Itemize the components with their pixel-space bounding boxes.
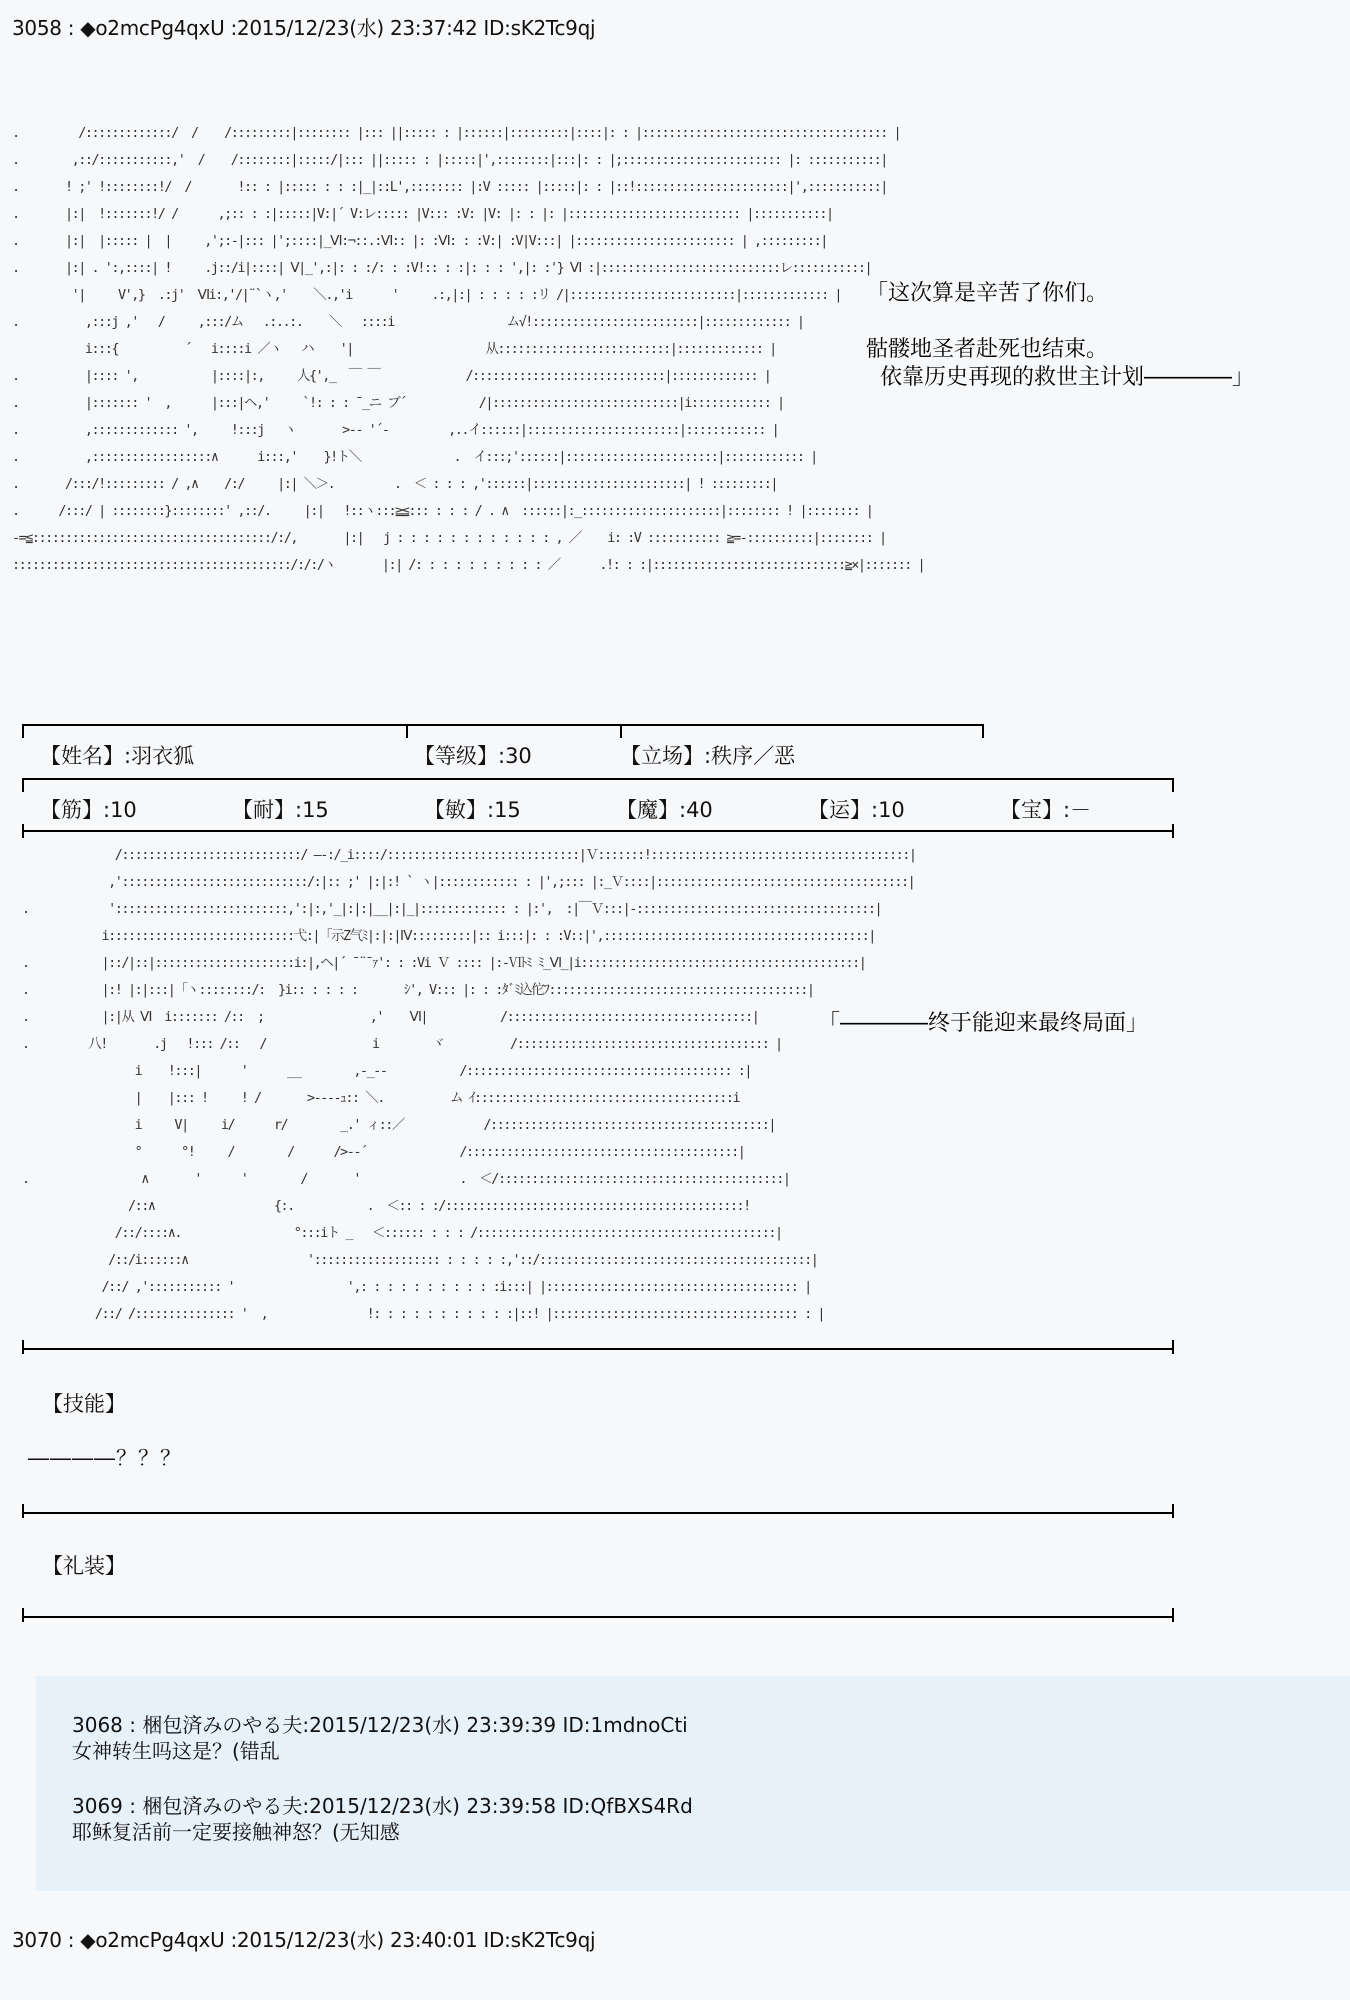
tick [22,1608,24,1622]
stat-noble-phantasm: 【宝】:－ [1000,798,1092,822]
skills-text: ――――？？？ [28,1446,182,1470]
reply-text-3069: 耶稣复活前一定要接触神怒？(无知感 [72,1820,400,1844]
mystic-code-title: 【礼装】 [42,1554,126,1578]
tick [1172,824,1174,838]
post-header-3070: 3070 : ◆o2mcPg4qxU :2015/12/23(水) 23:40:01 ID:sK2Tc9qj [12,1928,596,1952]
reply-text-3068: 女神转生吗这是？(错乱 [72,1739,280,1763]
tick [22,778,24,792]
dialog-text-2: 「――――终于能迎来最终局面」 [818,1011,1149,1036]
alignment-field: 【立场】:秩序／恶 [620,744,796,768]
skills-bottom-line [22,1512,1174,1514]
tick [620,724,622,738]
tick [22,724,24,738]
mystic-code-bottom-line [22,1616,1174,1618]
profile-row [40,740,795,770]
tick [22,824,24,838]
reply-box [36,1676,1350,1891]
sheet-stats-bottom-line [22,830,1174,832]
tick [982,724,984,738]
dialog-text-1: 「这次算是辛苦了你们。 骷髅地圣者赴死也结束。 依靠历史再现的救世主计划――――」 [866,281,1254,390]
reply-header-3069: 3069 : 梱包済みのやる夫:2015/12/23(水) 23:39:58 ID:QfBXS4Rd [72,1794,693,1818]
name-field: 【姓名】:羽衣狐 [40,744,195,768]
stat-endurance: 【耐】:15 [232,798,329,822]
stat-magic: 【魔】:40 [616,798,713,822]
ascii-art-figure-2: /:::::::::::::::::::::::::::/ ―-:/_i::::/:::::::::::::::::::::::::::::|Ｖ:::::::!:::::::::::::::::::::::::::::::::::::::| ,'::::::::::::::::::::::::::::/:|:: ;' |:|:! ` ヽ|:::::::::::: : |',;::: |:_Ｖ::::|::::::::::::::::::::::::::::::::::::::| . '::::::::::::::::::::::::::,':|:,'_|:|:|__|:|_|::::::::::::: : |:', :|￣Ｖ:::|-::::::::::::::::::::::::::::::::::::| i::::::::::::::::::::::::::::弋:|「示Z气ﾐ|:|:|Ⅳ:::::::::|:: i:::|: : :V::|',::::::::::::::::::::::::::::::::::::::::| . |::/|::|:::::::::::::::::::::i:|,ヘ|´ ¯¨¯ｧ': : :Vi Ｖ :::: |:-Ⅵﾄﾐ ﾐ_Ⅵ_|i::::::::::::::::::::::::::::::::::::::::::| . |:! |:|:::|「ヽ::::::::/: }i:: : : : : ｼ', V::: |: : :ﾀﾞﾐ込佗ﾌ:::::::::::::::::::::::::::::::::::::::| . |:|从 Ⅵ i::::::: /:: ; ,' Ⅵ| /:::::::::::::::::::::::::::::::::::::| . 八! .j !::: /:: / i ヾ /:::::::::::::::::::::::::::::::::::::: | i !:::| ' __ ,-_-- /:::::::::::::::::::::::::::::::::::::::: :| | |::: ! ! / >----ｭ:: ＼. ム ｲ:::::::::::::::::::::::::::::::::::::::i i V| i/ r/ _.' ィ::／ /::::::::::::::::::::::::::::::::::::::::::| ° °! / / />--´ /:::::::::::::::::::::::::::::::::::::::::| . ∧ ' ' / ' . ＜/:::::::::::::::::::::::::::::::::::::::::::| /::∧ {:. . ＜:: : :/:::::::::::::::::::::::::::::::::::::::::::::! /::/::::∧. °:::iト _ ＜:::::: : : : /:::::::::::::::::::::::::::::::::::::::::::::| /::/i::::::∧ '::::::::::::::::::: : : : : :,'::/:::::::::::::::::::::::::::::::::::::::::| /::/ ,'::::::::::: ' ',: : : : : : : : : : :i:::| |:::::::::::::::::::::::::::::::::::::: | /::/ /::::::::::::::: ' , !: : : : : : : : : : :|::! |::::::::::::::::::::::::::::::::::::: : | [22,847,916,1322]
tick [22,1340,24,1354]
tick [1172,778,1174,792]
sheet-mid-line [22,778,1174,780]
level-field: 【等级】:30 [414,744,532,768]
stats-row [40,794,1091,824]
reply-header-3068: 3068 : 梱包済みのやる夫:2015/12/23(水) 23:39:39 ID:1mdnoCti [72,1713,688,1737]
art-bottom-line [22,1348,1174,1350]
tick [1172,1504,1174,1518]
tick [22,1504,24,1518]
tick [406,724,408,738]
skills-title: 【技能】 [42,1392,126,1416]
ascii-art-figure-1: . /:::::::::::::/ / /:::::::::|:::::::: |::: ||::::: : |::::::|:::::::::|::::|: : |::::::::::::::::::::::::::::::::::::: | . ,::/:::::::::::,' / /::::::::|:::::/|::: ||::::: : |:::::|',::::::::|:::|: : |;:::::::::::::::::::::::: |: :::::::::::| . ! ;' !::::::::!/ / !:: : |::::: : : :|_|::L',:::::::: |:V ::::: |:::::|: : |::!:::::::::::::::::::::::|',:::::::::::| . |:| !:::::::!/ / ,;:: : :|:::::|V:|´ V:レ::::: |V::: :V: |V: |: : |: |:::::::::::::::::::::::::: |:::::::::::| . |:| |::::: | | ,';:-|::: |';::::|_Ⅵ:¬::.:Ⅵ:: |: :Ⅵ: : :V:| :V|V:::| |:::::::::::::::::::::::: | ,:::::::::| . |:| . ':,::::| ! .j::/i|::::| Ⅴ|_',:|: : :/: : :V!:: : :|: : : ',|: :'} Ⅵ :|:::::::::::::::::::::::::::レ:::::::::::| '| V',} .:j' Ⅵi:,'/|¨`ヽ,' ＼.,'i ' .:,|:| : : : : :リ /|:::::::::::::::::::::::::|::::::::::::: | . ,:::j ,' / ,:::/ム .:..:. ＼ ::::i ム√!:::::::::::::::::::::::::|::::::::::::: | i:::{ ´ i::::i ／ヽ ハ '| 从::::::::::::::::::::::::::|::::::::::::: | . |:::: ', |::::|:, 人{',_ ￣ ￣ /:::::::::::::::::::::::::::::|::::::::::::: | . |::::::: ' , |:::|ヘ,' `!: : : ¯_ニ ブ´ /|::::::::::::::::::::::::::::|i:::::::::::: | . ,::::::::::::: ', !:::j ヽ >-- '´- ,..イ::::::|:::::::::::::::::::::::|:::::::::::: | . ,::::::::::::::::::∧ i:::,' }!ト＼ . イ:::;'::::::|:::::::::::::::::::::::|:::::::::::: | . /:::/!::::::::: / ,∧ /:/ |:| ＼＞. . ＜ : : : ,'::::::|:::::::::::::::::::::::| ! :::::::::| . /:::/ | ::::::::}::::::::' ,::/. |:| !::ヽ:::≧≦::: : : : / . ∧ ::::::|:_:::::::::::::::::::::|:::::::: ! |:::::::: | -=≦::::::::::::::::::::::::::::::::::::/:/, |:| j : : : : : : : : : : : : , ／ i: :V ::::::::::: ≧=-::::::::::|:::::::: | ::::::::::::::::::::::::::::::::::::::::::/:/:/ヽ |:| /: : : : : : : : : : ／ .!: : :|:::::::::::::::::::::::::::::≧×|::::::: | [12,125,925,573]
sheet-top-line [22,724,984,726]
stat-luck: 【运】:10 [808,798,905,822]
tick [1172,1340,1174,1354]
post-header-3058: 3058 : ◆o2mcPg4qxU :2015/12/23(水) 23:37:42 ID:sK2Tc9qj [12,16,596,40]
tick [1172,1608,1174,1622]
stat-strength: 【筋】:10 [40,798,137,822]
stat-agility: 【敏】:15 [424,798,521,822]
